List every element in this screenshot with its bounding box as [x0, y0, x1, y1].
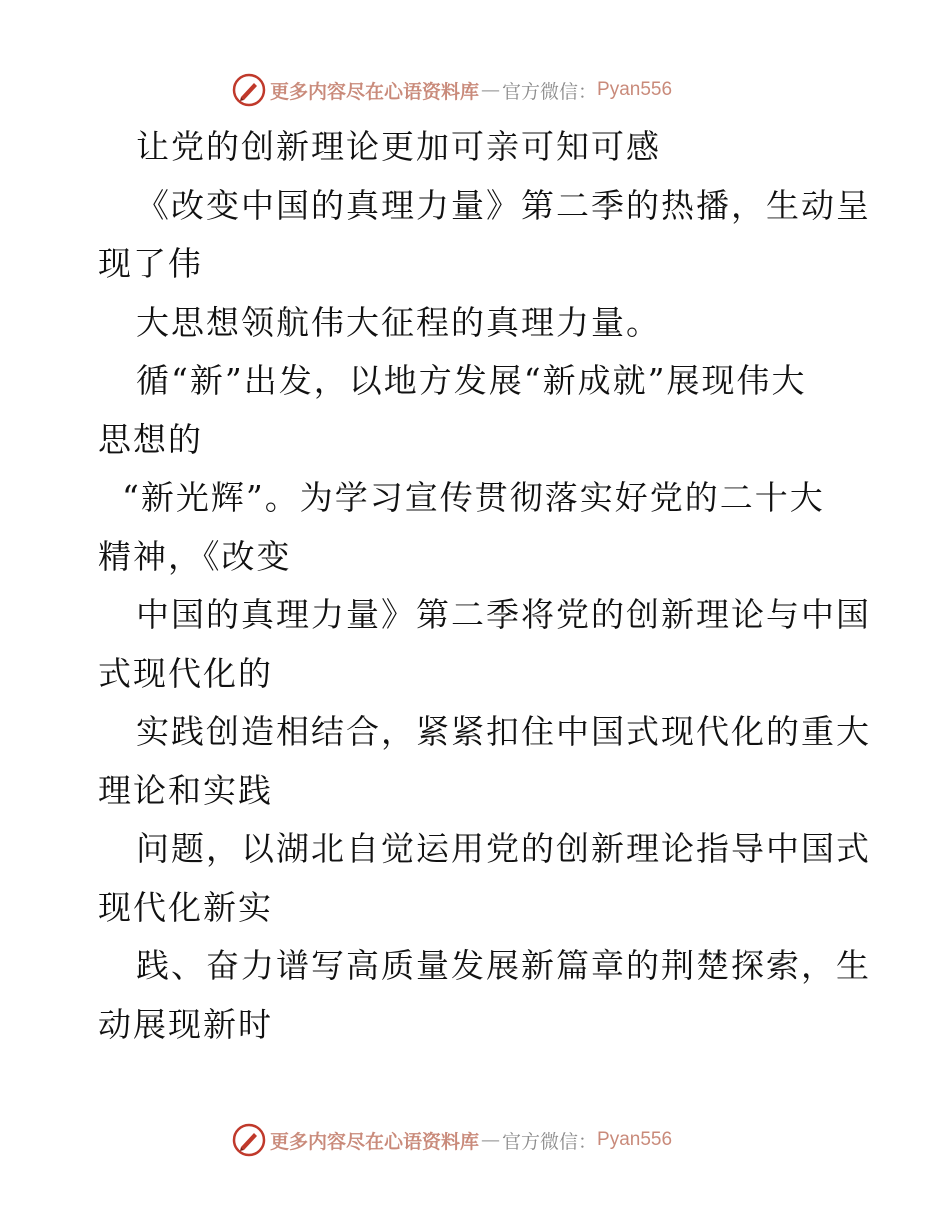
text-line: 式现代化的	[98, 653, 273, 693]
document-body	[98, 118, 871, 1054]
banner-separator: —	[481, 1129, 501, 1151]
text-line: 现代化新实	[98, 887, 273, 927]
footer-banner	[232, 1122, 732, 1158]
text-line: 问题，以湖北自觉运用党的创新理论指导中国式	[136, 829, 871, 868]
text-line: 动展现新时	[98, 1004, 273, 1044]
text-line: “新光辉”。为学习宣传贯彻落实好党的二十大	[122, 478, 825, 517]
banner-text: 更多内容尽在心语资料库	[270, 80, 480, 103]
banner-separator: —	[481, 79, 501, 101]
text-line: 思想的	[98, 419, 203, 459]
text-line: 实践创造相结合，紧紧扣住中国式现代化的重大	[136, 712, 871, 751]
banner-wechat-id: Pyan556	[597, 79, 673, 100]
pen-logo-icon	[232, 73, 266, 107]
text-line: 践、奋力谱写高质量发展新篇章的荆楚探索，生	[136, 946, 871, 985]
text-line: 理论和实践	[98, 770, 273, 810]
text-line: 中国的真理力量》第二季将党的创新理论与中国	[136, 595, 871, 634]
text-line: 现了伟	[98, 244, 203, 283]
header-banner	[232, 72, 732, 108]
text-line: 循“新”出发，以地方发展“新成就”展现伟大	[136, 361, 807, 400]
banner-wechat-label: 官方微信：	[502, 1130, 598, 1153]
text-line: 大思想领航伟大征程的真理力量。	[136, 302, 661, 342]
text-line: 让党的创新理论更加可亲可知可感	[136, 127, 661, 166]
banner-wechat-id: Pyan556	[597, 1129, 673, 1150]
text-line: 《改变中国的真理力量》第二季的热播，生动呈	[136, 185, 871, 225]
text-line: 精神，《改变	[98, 536, 292, 576]
banner-text: 更多内容尽在心语资料库	[270, 1130, 480, 1153]
pen-logo-icon	[232, 1123, 266, 1157]
banner-wechat-label: 官方微信：	[502, 80, 598, 103]
